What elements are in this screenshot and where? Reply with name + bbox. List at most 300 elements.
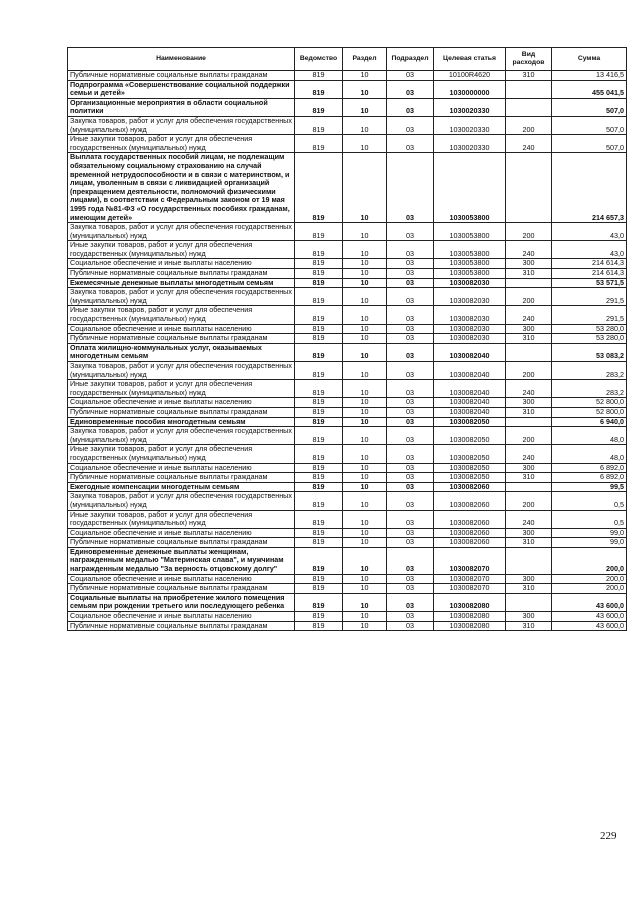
cell-name: Закупка товаров, работ и услуг для обеспечения государственных (муниципальных) нужд <box>68 223 295 241</box>
cell-target: 1030082080 <box>434 593 506 611</box>
cell-sum: 200,0 <box>552 547 627 574</box>
cell-sum: 507,0 <box>552 98 627 116</box>
cell-section: 10 <box>343 241 387 259</box>
cell-subsection: 03 <box>387 445 434 463</box>
cell-section: 10 <box>343 398 387 408</box>
cell-target: 1030082070 <box>434 547 506 574</box>
table-row <box>68 259 627 269</box>
table-row <box>68 135 627 153</box>
table-row <box>68 380 627 398</box>
cell-dept: 819 <box>295 427 343 445</box>
cell-sum: 48,0 <box>552 445 627 463</box>
cell-name: Единовременные пособия многодетным семьям <box>68 417 295 427</box>
header-exptype: Вид расходов <box>506 48 552 71</box>
cell-exptype: 300 <box>506 463 552 473</box>
cell-exptype: 200 <box>506 223 552 241</box>
cell-exptype: 310 <box>506 538 552 548</box>
cell-exptype: 300 <box>506 528 552 538</box>
table-row <box>68 288 627 306</box>
cell-dept: 819 <box>295 223 343 241</box>
cell-name: Выплата государственных пособий лицам, не подлежащим обязательному социальному страхованию на случай временной нетрудоспособности и в связи с материнством, и лицам, уволенным в связи с ликвидацией организаций (прекращением деятельности, полномочий физическими лицами), в соответствии с Федеральным законом от 19 мая 1995 года №81-ФЗ «О государственных пособиях гражданам, имеющим детей» <box>68 153 295 223</box>
cell-target: 1030082040 <box>434 380 506 398</box>
cell-target: 1030020330 <box>434 135 506 153</box>
table-row <box>68 538 627 548</box>
cell-sum: 455 041,5 <box>552 80 627 98</box>
cell-dept: 819 <box>295 398 343 408</box>
table-row <box>68 427 627 445</box>
cell-target: 1030053800 <box>434 223 506 241</box>
cell-dept: 819 <box>295 482 343 492</box>
table-row <box>68 547 627 574</box>
cell-name: Публичные нормативные социальные выплаты гражданам <box>68 621 295 631</box>
cell-sum: 48,0 <box>552 427 627 445</box>
cell-subsection: 03 <box>387 621 434 631</box>
cell-target: 1030053800 <box>434 259 506 269</box>
cell-exptype: 310 <box>506 621 552 631</box>
cell-sum: 6 940,0 <box>552 417 627 427</box>
cell-name: Социальное обеспечение и иные выплаты населению <box>68 612 295 622</box>
cell-section: 10 <box>343 269 387 279</box>
cell-sum: 283,2 <box>552 362 627 380</box>
cell-section: 10 <box>343 223 387 241</box>
cell-target: 1030053800 <box>434 241 506 259</box>
cell-exptype: 310 <box>506 473 552 483</box>
cell-dept: 819 <box>295 362 343 380</box>
cell-name: Подпрограмма «Совершенствование социальной поддержки семьи и детей» <box>68 80 295 98</box>
cell-subsection: 03 <box>387 473 434 483</box>
cell-dept: 819 <box>295 116 343 134</box>
cell-section: 10 <box>343 380 387 398</box>
cell-target: 1030082030 <box>434 306 506 324</box>
cell-exptype: 200 <box>506 116 552 134</box>
cell-subsection: 03 <box>387 510 434 528</box>
table-row <box>68 407 627 417</box>
cell-exptype: 310 <box>506 334 552 344</box>
cell-sum: 291,5 <box>552 306 627 324</box>
header-row <box>68 48 627 71</box>
cell-sum: 283,2 <box>552 380 627 398</box>
table-row <box>68 528 627 538</box>
cell-dept: 819 <box>295 71 343 81</box>
cell-dept: 819 <box>295 547 343 574</box>
cell-section: 10 <box>343 482 387 492</box>
table-row <box>68 492 627 510</box>
cell-subsection: 03 <box>387 612 434 622</box>
cell-section: 10 <box>343 538 387 548</box>
table-row <box>68 80 627 98</box>
cell-dept: 819 <box>295 538 343 548</box>
cell-dept: 819 <box>295 380 343 398</box>
cell-exptype <box>506 482 552 492</box>
budget-table <box>67 47 627 631</box>
table-header <box>68 48 627 71</box>
cell-dept: 819 <box>295 135 343 153</box>
table-row <box>68 116 627 134</box>
cell-target: 1030082050 <box>434 427 506 445</box>
cell-exptype: 200 <box>506 288 552 306</box>
cell-target: 10100R4620 <box>434 71 506 81</box>
cell-subsection: 03 <box>387 492 434 510</box>
cell-target: 1030053800 <box>434 153 506 223</box>
cell-subsection: 03 <box>387 417 434 427</box>
cell-target: 1030082050 <box>434 417 506 427</box>
cell-dept: 819 <box>295 153 343 223</box>
table-row <box>68 324 627 334</box>
cell-name: Закупка товаров, работ и услуг для обеспечения государственных (муниципальных) нужд <box>68 288 295 306</box>
cell-name: Закупка товаров, работ и услуг для обеспечения государственных (муниципальных) нужд <box>68 492 295 510</box>
cell-name: Публичные нормативные социальные выплаты гражданам <box>68 584 295 594</box>
cell-dept: 819 <box>295 417 343 427</box>
cell-target: 1030082040 <box>434 398 506 408</box>
cell-target: 1030020330 <box>434 116 506 134</box>
cell-dept: 819 <box>295 306 343 324</box>
table-row <box>68 463 627 473</box>
cell-target: 1030082060 <box>434 492 506 510</box>
cell-section: 10 <box>343 306 387 324</box>
cell-name: Социальное обеспечение и иные выплаты населению <box>68 463 295 473</box>
cell-section: 10 <box>343 473 387 483</box>
cell-sum: 43 600,0 <box>552 612 627 622</box>
cell-sum: 6 892,0 <box>552 473 627 483</box>
cell-section: 10 <box>343 71 387 81</box>
cell-exptype <box>506 343 552 361</box>
cell-name: Иные закупки товаров, работ и услуг для обеспечения государственных (муниципальных) нужд <box>68 445 295 463</box>
cell-name: Иные закупки товаров, работ и услуг для обеспечения государственных (муниципальных) нужд <box>68 380 295 398</box>
cell-exptype: 300 <box>506 574 552 584</box>
cell-subsection: 03 <box>387 538 434 548</box>
cell-dept: 819 <box>295 407 343 417</box>
cell-exptype: 300 <box>506 398 552 408</box>
table-row <box>68 584 627 594</box>
table-row <box>68 445 627 463</box>
cell-sum: 214 614,3 <box>552 259 627 269</box>
cell-section: 10 <box>343 135 387 153</box>
cell-name: Публичные нормативные социальные выплаты гражданам <box>68 71 295 81</box>
cell-subsection: 03 <box>387 324 434 334</box>
cell-dept: 819 <box>295 98 343 116</box>
table-row <box>68 343 627 361</box>
cell-exptype: 300 <box>506 259 552 269</box>
table-row <box>68 278 627 288</box>
cell-name: Закупка товаров, работ и услуг для обеспечения государственных (муниципальных) нужд <box>68 362 295 380</box>
cell-exptype: 240 <box>506 510 552 528</box>
cell-target: 1030082070 <box>434 574 506 584</box>
cell-name: Ежегодные компенсации многодетным семьям <box>68 482 295 492</box>
cell-section: 10 <box>343 259 387 269</box>
table-row <box>68 398 627 408</box>
cell-subsection: 03 <box>387 574 434 584</box>
cell-section: 10 <box>343 116 387 134</box>
cell-sum: 53 280,0 <box>552 334 627 344</box>
cell-target: 1030082040 <box>434 362 506 380</box>
cell-target: 1030082060 <box>434 528 506 538</box>
table-body <box>68 71 627 631</box>
cell-subsection: 03 <box>387 584 434 594</box>
cell-exptype <box>506 417 552 427</box>
cell-section: 10 <box>343 278 387 288</box>
table-row <box>68 482 627 492</box>
header-target: Целевая статья <box>434 48 506 71</box>
cell-dept: 819 <box>295 463 343 473</box>
cell-name: Иные закупки товаров, работ и услуг для обеспечения государственных (муниципальных) нужд <box>68 241 295 259</box>
cell-sum: 43,0 <box>552 241 627 259</box>
cell-name: Социальное обеспечение и иные выплаты населению <box>68 574 295 584</box>
cell-subsection: 03 <box>387 398 434 408</box>
cell-target: 1030020330 <box>434 98 506 116</box>
cell-dept: 819 <box>295 343 343 361</box>
cell-dept: 819 <box>295 241 343 259</box>
cell-target: 1030000000 <box>434 80 506 98</box>
cell-target: 1030082050 <box>434 473 506 483</box>
cell-sum: 52 800,0 <box>552 398 627 408</box>
cell-subsection: 03 <box>387 482 434 492</box>
cell-section: 10 <box>343 445 387 463</box>
cell-dept: 819 <box>295 584 343 594</box>
cell-subsection: 03 <box>387 407 434 417</box>
cell-sum: 0,5 <box>552 510 627 528</box>
cell-section: 10 <box>343 584 387 594</box>
cell-subsection: 03 <box>387 116 434 134</box>
cell-sum: 0,5 <box>552 492 627 510</box>
cell-target: 1030082030 <box>434 324 506 334</box>
cell-section: 10 <box>343 612 387 622</box>
cell-section: 10 <box>343 574 387 584</box>
cell-subsection: 03 <box>387 269 434 279</box>
cell-subsection: 03 <box>387 153 434 223</box>
cell-exptype: 200 <box>506 362 552 380</box>
cell-name: Публичные нормативные социальные выплаты гражданам <box>68 407 295 417</box>
cell-subsection: 03 <box>387 463 434 473</box>
cell-subsection: 03 <box>387 135 434 153</box>
cell-section: 10 <box>343 547 387 574</box>
table-row <box>68 574 627 584</box>
cell-target: 1030082030 <box>434 278 506 288</box>
cell-sum: 6 892,0 <box>552 463 627 473</box>
cell-name: Социальное обеспечение и иные выплаты населению <box>68 398 295 408</box>
cell-target: 1030082080 <box>434 612 506 622</box>
cell-name: Иные закупки товаров, работ и услуг для обеспечения государственных (муниципальных) нужд <box>68 306 295 324</box>
cell-target: 1030082080 <box>434 621 506 631</box>
header-subsection: Подраздел <box>387 48 434 71</box>
cell-exptype: 200 <box>506 492 552 510</box>
cell-section: 10 <box>343 407 387 417</box>
cell-dept: 819 <box>295 278 343 288</box>
cell-subsection: 03 <box>387 71 434 81</box>
cell-target: 1030082040 <box>434 407 506 417</box>
cell-exptype: 240 <box>506 135 552 153</box>
cell-section: 10 <box>343 80 387 98</box>
cell-name: Публичные нормативные социальные выплаты гражданам <box>68 269 295 279</box>
cell-sum: 507,0 <box>552 116 627 134</box>
cell-dept: 819 <box>295 612 343 622</box>
cell-exptype <box>506 153 552 223</box>
table-row <box>68 241 627 259</box>
cell-target: 1030082060 <box>434 510 506 528</box>
cell-dept: 819 <box>295 80 343 98</box>
table-row <box>68 593 627 611</box>
cell-dept: 819 <box>295 324 343 334</box>
table-row <box>68 417 627 427</box>
cell-exptype: 240 <box>506 241 552 259</box>
table-row <box>68 334 627 344</box>
header-sum: Сумма <box>552 48 627 71</box>
table-row <box>68 306 627 324</box>
cell-dept: 819 <box>295 492 343 510</box>
cell-dept: 819 <box>295 334 343 344</box>
cell-section: 10 <box>343 288 387 306</box>
cell-exptype <box>506 80 552 98</box>
cell-target: 1030082030 <box>434 334 506 344</box>
table-row <box>68 621 627 631</box>
cell-subsection: 03 <box>387 288 434 306</box>
cell-section: 10 <box>343 334 387 344</box>
cell-name: Публичные нормативные социальные выплаты гражданам <box>68 473 295 483</box>
cell-sum: 214 614,3 <box>552 269 627 279</box>
cell-exptype <box>506 547 552 574</box>
cell-dept: 819 <box>295 593 343 611</box>
cell-dept: 819 <box>295 445 343 463</box>
cell-section: 10 <box>343 362 387 380</box>
cell-subsection: 03 <box>387 223 434 241</box>
cell-section: 10 <box>343 463 387 473</box>
cell-exptype: 300 <box>506 324 552 334</box>
table-row <box>68 223 627 241</box>
cell-sum: 43 600,0 <box>552 593 627 611</box>
cell-sum: 200,0 <box>552 574 627 584</box>
cell-target: 1030082060 <box>434 538 506 548</box>
cell-dept: 819 <box>295 269 343 279</box>
cell-exptype: 240 <box>506 306 552 324</box>
cell-subsection: 03 <box>387 259 434 269</box>
cell-sum: 200,0 <box>552 584 627 594</box>
cell-subsection: 03 <box>387 241 434 259</box>
cell-subsection: 03 <box>387 528 434 538</box>
cell-subsection: 03 <box>387 547 434 574</box>
cell-section: 10 <box>343 417 387 427</box>
cell-target: 1030053800 <box>434 269 506 279</box>
cell-sum: 43 600,0 <box>552 621 627 631</box>
header-dept: Ведомство <box>295 48 343 71</box>
cell-sum: 53 083,2 <box>552 343 627 361</box>
cell-sum: 13 416,5 <box>552 71 627 81</box>
cell-sum: 52 800,0 <box>552 407 627 417</box>
table-row <box>68 71 627 81</box>
cell-exptype: 310 <box>506 584 552 594</box>
cell-name: Социальное обеспечение и иные выплаты населению <box>68 528 295 538</box>
cell-subsection: 03 <box>387 278 434 288</box>
cell-exptype: 310 <box>506 71 552 81</box>
cell-target: 1030082070 <box>434 584 506 594</box>
cell-target: 1030082030 <box>434 288 506 306</box>
header-section: Раздел <box>343 48 387 71</box>
table-row <box>68 98 627 116</box>
cell-subsection: 03 <box>387 593 434 611</box>
cell-sum: 43,0 <box>552 223 627 241</box>
cell-target: 1030082040 <box>434 343 506 361</box>
table-row <box>68 473 627 483</box>
table-row <box>68 612 627 622</box>
cell-section: 10 <box>343 510 387 528</box>
cell-subsection: 03 <box>387 362 434 380</box>
table-row <box>68 362 627 380</box>
cell-subsection: 03 <box>387 343 434 361</box>
cell-dept: 819 <box>295 288 343 306</box>
cell-subsection: 03 <box>387 380 434 398</box>
cell-subsection: 03 <box>387 306 434 324</box>
cell-name: Закупка товаров, работ и услуг для обеспечения государственных (муниципальных) нужд <box>68 116 295 134</box>
cell-exptype: 200 <box>506 427 552 445</box>
cell-sum: 507,0 <box>552 135 627 153</box>
cell-name: Социальные выплаты на приобретение жилого помещения семьям при рождении третьего или последующего ребенка <box>68 593 295 611</box>
cell-section: 10 <box>343 98 387 116</box>
cell-dept: 819 <box>295 473 343 483</box>
cell-target: 1030082060 <box>434 482 506 492</box>
cell-subsection: 03 <box>387 427 434 445</box>
cell-name: Оплата жилищно-коммунальных услуг, оказываемых многодетным семьям <box>68 343 295 361</box>
cell-name: Закупка товаров, работ и услуг для обеспечения государственных (муниципальных) нужд <box>68 427 295 445</box>
cell-dept: 819 <box>295 510 343 528</box>
cell-name: Иные закупки товаров, работ и услуг для обеспечения государственных (муниципальных) нужд <box>68 510 295 528</box>
cell-section: 10 <box>343 621 387 631</box>
cell-subsection: 03 <box>387 98 434 116</box>
cell-exptype <box>506 278 552 288</box>
cell-exptype: 310 <box>506 407 552 417</box>
header-name: Наименование <box>68 48 295 71</box>
cell-exptype: 240 <box>506 380 552 398</box>
cell-subsection: 03 <box>387 80 434 98</box>
cell-name: Социальное обеспечение и иные выплаты населению <box>68 324 295 334</box>
cell-exptype <box>506 593 552 611</box>
cell-dept: 819 <box>295 574 343 584</box>
cell-sum: 53 280,0 <box>552 324 627 334</box>
cell-section: 10 <box>343 153 387 223</box>
page-number: 229 <box>600 830 617 842</box>
cell-section: 10 <box>343 427 387 445</box>
cell-exptype <box>506 98 552 116</box>
cell-name: Единовременные денежные выплаты женщинам, награжденным медалью "Материнская слава", и мужчинам награжденным медалью "За верность отцовскому долгу" <box>68 547 295 574</box>
cell-section: 10 <box>343 324 387 334</box>
cell-exptype: 310 <box>506 269 552 279</box>
cell-name: Организационные мероприятия в области социальной политики <box>68 98 295 116</box>
cell-exptype: 240 <box>506 445 552 463</box>
cell-section: 10 <box>343 528 387 538</box>
cell-sum: 214 657,3 <box>552 153 627 223</box>
cell-sum: 99,0 <box>552 538 627 548</box>
cell-section: 10 <box>343 593 387 611</box>
table-row <box>68 510 627 528</box>
cell-dept: 819 <box>295 621 343 631</box>
cell-subsection: 03 <box>387 334 434 344</box>
cell-dept: 819 <box>295 259 343 269</box>
cell-sum: 99,0 <box>552 528 627 538</box>
cell-name: Публичные нормативные социальные выплаты гражданам <box>68 334 295 344</box>
cell-dept: 819 <box>295 528 343 538</box>
cell-sum: 99,5 <box>552 482 627 492</box>
cell-target: 1030082050 <box>434 463 506 473</box>
cell-name: Иные закупки товаров, работ и услуг для обеспечения государственных (муниципальных) нужд <box>68 135 295 153</box>
cell-name: Социальное обеспечение и иные выплаты населению <box>68 259 295 269</box>
cell-sum: 291,5 <box>552 288 627 306</box>
cell-name: Публичные нормативные социальные выплаты гражданам <box>68 538 295 548</box>
cell-exptype: 300 <box>506 612 552 622</box>
cell-target: 1030082050 <box>434 445 506 463</box>
cell-name: Ежемесячные денежные выплаты многодетным семьям <box>68 278 295 288</box>
cell-sum: 53 571,5 <box>552 278 627 288</box>
table-row <box>68 269 627 279</box>
table-row <box>68 153 627 223</box>
cell-section: 10 <box>343 492 387 510</box>
cell-section: 10 <box>343 343 387 361</box>
